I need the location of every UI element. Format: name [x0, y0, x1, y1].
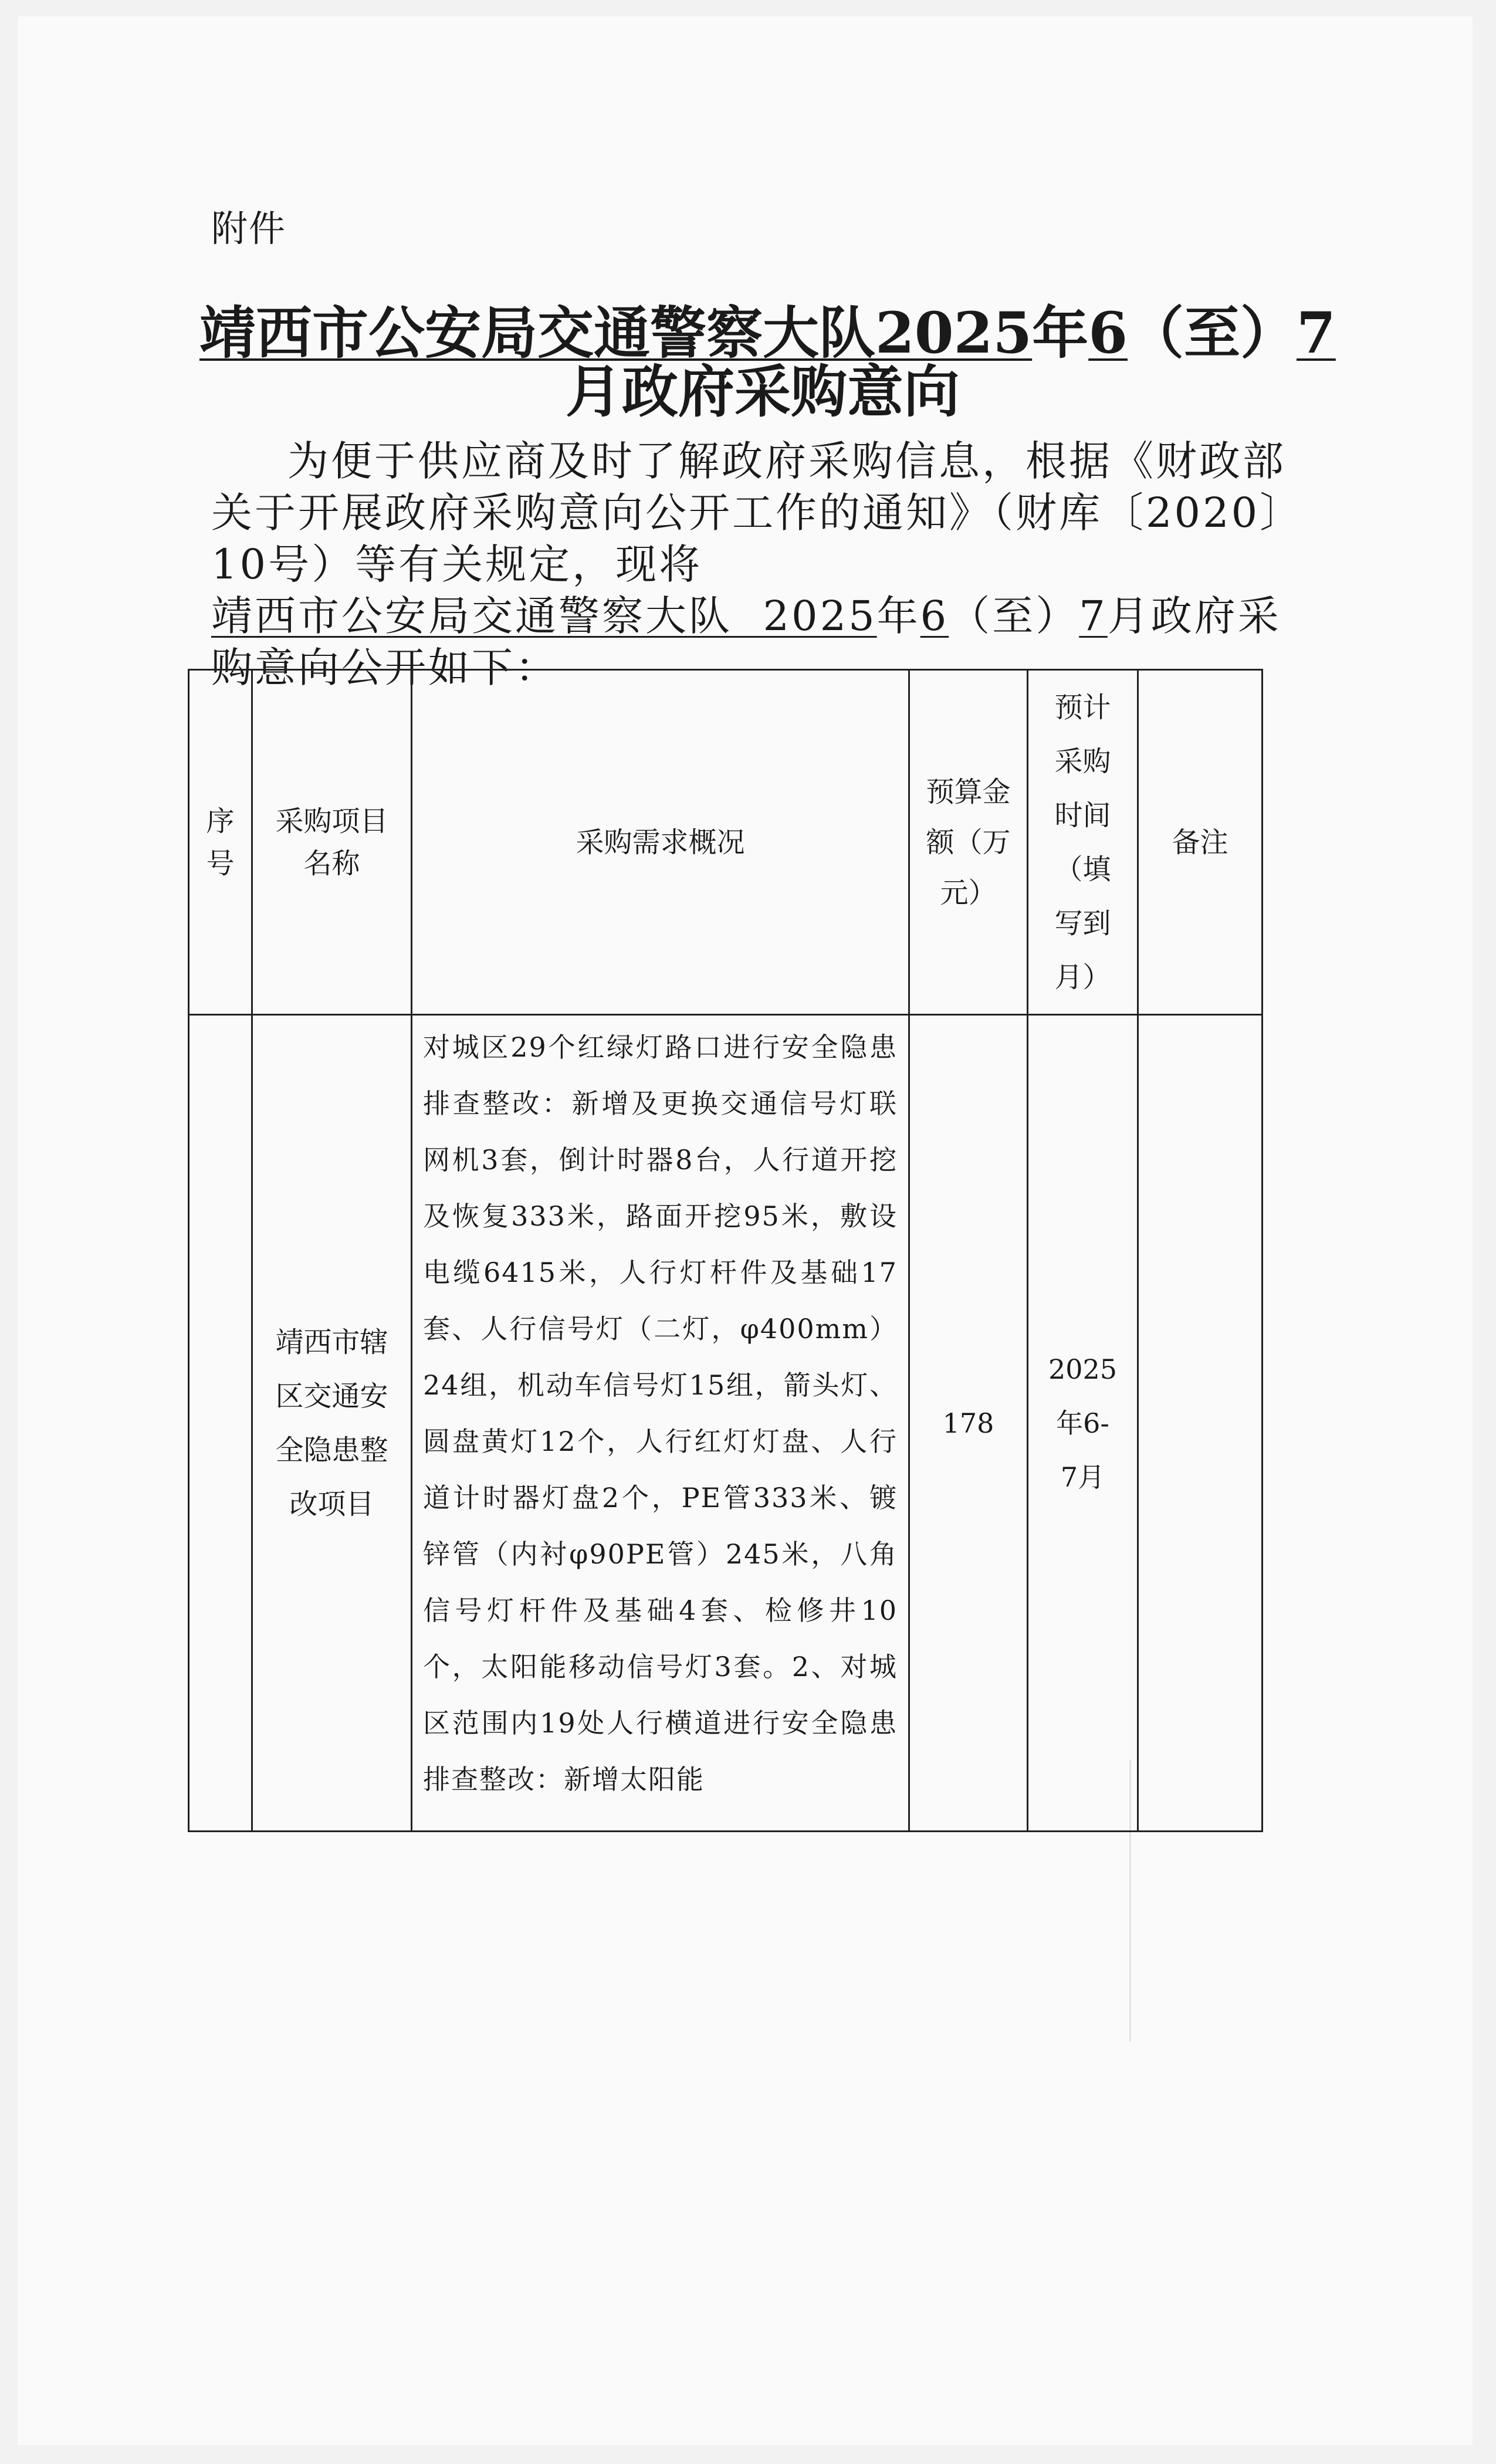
intro-year: 2025 — [763, 592, 877, 640]
cell-seq — [189, 1015, 252, 1832]
title-month-start: 6 — [1088, 300, 1128, 366]
table-row — [189, 1015, 1263, 1832]
header-desc: 采购需求概况 — [412, 670, 909, 1015]
intro-month-start: 6 — [920, 592, 949, 640]
title-month-end: 7 — [1296, 300, 1336, 366]
header-budget: 预算金额（万元） — [909, 670, 1028, 1015]
procurement-table — [188, 669, 1263, 1832]
title-line-1 — [199, 300, 1336, 366]
intro-nian: 年 — [876, 592, 920, 640]
attachment-label: 附件 — [211, 207, 287, 250]
table-header-row — [189, 670, 1263, 1015]
title-year: 2025 — [875, 300, 1033, 366]
title-unit: 靖西市公安局交通警察大队 — [199, 300, 875, 366]
intro-to: （至） — [949, 592, 1079, 640]
cell-desc: 对城区29个红绿灯路口进行安全隐患排查整改：新增及更换交通信号灯联网机3套，倒计时器8台，人行道开挖及恢复333米，路面开挖95米，敷设电缆6415米，人行灯杆件及基础17套、人行信号灯（二灯，φ400mm）24组，机动车信号灯15组，箭头灯、圆盘黄灯12个，人行红灯灯盘、人行道计时器灯盘2个，PE管333米、镀锌管（内衬φ90PE管）245米，八角信号灯杆件及基础4套、检修井10个，太阳能移动信号灯3套。2、对城区范围内19处人行横道进行安全隐患排查整改：新增太阳能 — [412, 1015, 909, 1832]
intro-text-2: 月政府采购意向公开如下： — [211, 592, 1281, 692]
title-to: （至） — [1127, 300, 1297, 366]
document-title — [199, 300, 1336, 425]
cell-budget: 178 — [909, 1015, 1028, 1832]
header-name: 采购项目名称 — [252, 670, 412, 1015]
header-seq: 序号 — [189, 670, 252, 1015]
cell-time: 2025年6-7月 — [1028, 1015, 1138, 1832]
cell-remark — [1138, 1015, 1263, 1832]
intro-unit: 靖西市公安局交通警察大队 — [211, 592, 732, 640]
intro-paragraph — [211, 435, 1320, 693]
title-nian: 年 — [1032, 300, 1089, 366]
cell-name: 靖西市辖区交通安全隐患整改项目 — [252, 1015, 412, 1832]
header-time: 预计采购时间（填写到月） — [1028, 670, 1138, 1015]
intro-text-1: 为便于供应商及时了解政府采购信息，根据《财政部关于开展政府采购意向公开工作的通知》（财库〔2020〕10号）等有关规定，现将 — [211, 437, 1304, 588]
intro-month-end: 7 — [1079, 592, 1108, 640]
title-line-2: 月政府采购意向 — [566, 358, 960, 425]
header-remark: 备注 — [1138, 670, 1263, 1015]
